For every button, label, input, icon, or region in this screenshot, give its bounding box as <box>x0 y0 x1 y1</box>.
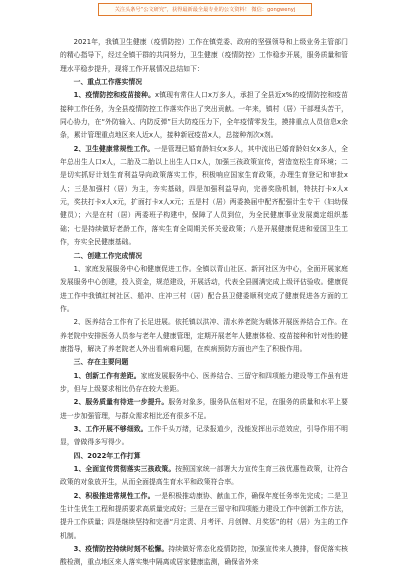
paragraph-text: x镇现有常住人口x万多人，承担了全县近x%的疫情防控和疫苗接种工作任务，为全县疫情防控工作落实作出了突出贡献。一年来，镇村（居）干部埋头苦干，同心协力，在“外防输入、内防反弹”巨大防疫压力下，全年疫情零发生，摸排重点人员信息x余条，累计管理重点地区来人近x人，接种新冠疫苗x人，总接种剂次x剂。 <box>60 91 348 140</box>
paragraph-text: 家庭发展服务中心、医养结合、三留守和四项能力建设等工作虽有进步，但与上级要求相比仍存在较大差距。 <box>60 371 349 393</box>
paragraph <box>60 463 348 490</box>
paragraph-text: 2、医养结合工作有了长足进展。依托镇以洪冲、清水养老院为载体开展医养结合工作。在养老院中安排医务人员参与老年人健康管理，定期开展老年人健康体检、疫苗接种和针对性的健康指导，解决了养老院老人外出看病难问题，在疾病预防方面也产生了积极作用。 <box>60 318 348 353</box>
paragraph-lead: 2、卫生健康常规性工作。 <box>73 144 155 153</box>
paragraph <box>60 396 348 423</box>
paragraph-lead: 3、疫情防控持续时刻不松懈。 <box>73 545 169 554</box>
paragraph-lead: 一、重点工作落实情况 <box>73 78 143 87</box>
paragraph <box>60 370 348 397</box>
section-heading <box>60 76 348 89</box>
promo-banner[interactable]: 关注头条号“公文研究”，获得最新最全最专业的公文资料！ 微信：gongwenyj <box>98 3 312 16</box>
paragraph <box>60 89 348 142</box>
paragraph-lead: 2、服务质量有待进一步提升。 <box>73 398 169 407</box>
paragraph <box>60 263 348 316</box>
paragraph <box>60 143 348 250</box>
section-heading <box>60 250 348 263</box>
paragraph <box>60 36 348 76</box>
paragraph-text: 1、家庭发展服务中心和健康促进工作。全镇以青山社区、新河社区为中心，全面开展家庭发展服务中心创建，投入资金，规范建设，开展活动，代表全县圆满完成上级评估验收。健康促进工作中我镇红树社区、船冲、庄冲三村（居）配合县卫健委顺利完成了健康促进各方面的工作。 <box>60 264 348 313</box>
paragraph-text: 服务对象多，服务队伍相对不足，在服务的质量和水平上要进一步加强管理，与群众需求相比还有很多不足。 <box>60 398 348 420</box>
paragraph-lead: 二、创建工作完成情况 <box>73 251 143 260</box>
paragraph <box>60 423 348 450</box>
section-heading <box>60 450 348 463</box>
paragraph-lead: 2、积极推进常规性工作。 <box>73 491 155 500</box>
paragraph-text: 一是积极推动康协、献血工作，确保年度任务率先完成；二是卫生计生优生工程和提质要求高质量完成好；三是在三留守和四项能力建设工作中创新工作方法，提升工作质量；四是继续坚持和完善“月定责、月考评、月创牌、月奖惩”的村（居）为主的工作机制。 <box>60 491 348 540</box>
paragraph-text: 工作千头万绪，记录报道少，没能发挥出示范效应，引导作用不明显，曾做得多写得少。 <box>60 424 348 447</box>
paragraph-text: 一是管理已婚育龄妇女x多人，其中流出已婚育龄妇女x多人，全年总出生人口x人，二胎及二胎以上出生人口x人，加强三孩政策宣传，营造宽松生育环境；二是切实抓好计划生育利益导向政策落实工作，积极响应国家生育政策，办理生育登记和审批x人；三是加强村（居）为主，夯实基础，四是加强利益导向，完善奖励机制，特扶打卡x人x元，奖扶打卡x人x元，扩面打卡x人x元；五是村（居）两委换届中配齐配强计生专干（妇幼保健员）；六是在村（居）两委班子构建中，保障了人员到位，为全民健康事业发展奠定组织基础；七是持续做好老龄工作，落实生育全周期关怀关爱政策；八是开展健康促进和爱国卫生工作，夯实全民健康基础。 <box>60 144 348 247</box>
paragraph-text: 2021年，我镇卫生健康（疫情防控）工作在镇党委、政府的坚强领导和上级业务主管部门的精心指导下，经过全镇干群的共同努力，卫生健康（疫情防控）工作稳步开展，服务质量和管理水平稳步提升，现将工作开展情况总结如下： <box>60 38 348 73</box>
paragraph-lead: 1、创新工作有差距。 <box>73 371 141 380</box>
paragraph <box>60 316 348 356</box>
paragraph-lead: 1、全面宣传贯彻落实三孩政策。 <box>73 465 176 473</box>
paragraph <box>60 543 348 570</box>
paragraph-text: 持续做好常态化疫情防控，加强宣传来人摸排，督促落实核酸检测，重点地区来人落实集中隔离或居家健康监测，确保省外来 <box>60 545 348 567</box>
document-body <box>60 36 348 570</box>
paragraph-lead: 四、2022年工作打算 <box>73 451 141 460</box>
section-heading <box>60 356 348 369</box>
paragraph-lead: 3、工作开展不够细致。 <box>73 424 148 433</box>
paragraph-lead: 1、疫情防控和疫苗接种。 <box>73 91 156 100</box>
paragraph-lead: 三、存在主要问题 <box>73 358 129 367</box>
paragraph-text: 按照国家统一部署大力宣传生育三孩优惠性政策，让符合政策的对象放开生，从而全面提高生育水平和政策符合率。 <box>60 465 349 487</box>
paragraph <box>60 490 348 543</box>
